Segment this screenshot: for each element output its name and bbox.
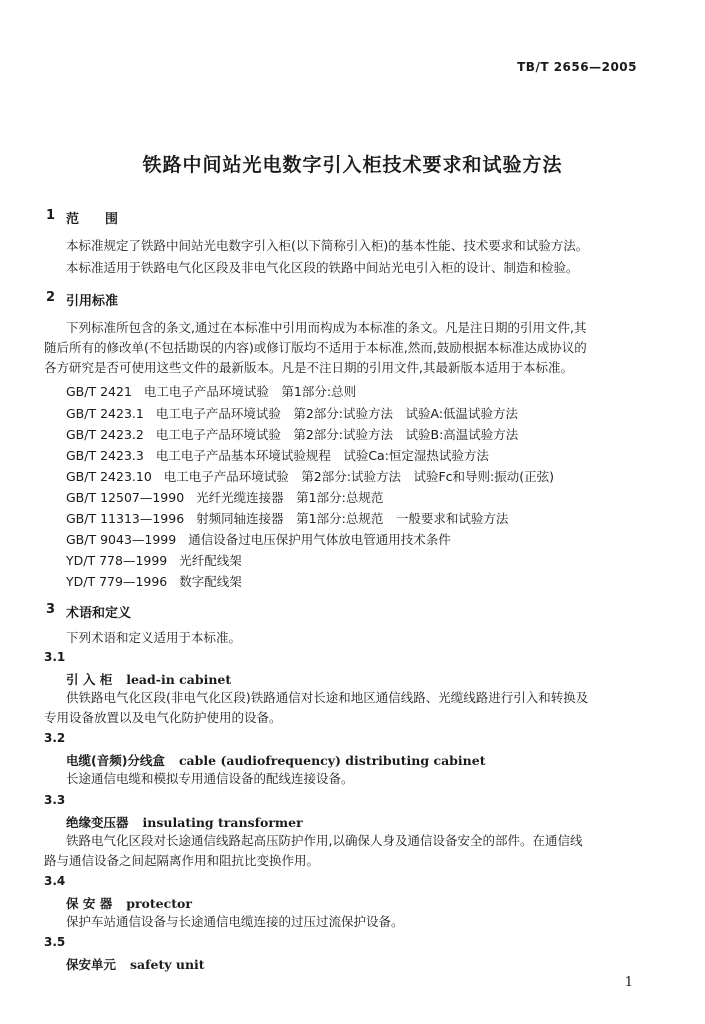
page-number: 1	[624, 975, 633, 990]
section-1-para-2: 本标准适用于铁路电气化区段及非电气化区段的铁路中间站光电引入柜的设计、制造和检验。	[66, 260, 579, 275]
reference-code: GB/T 2423.2	[66, 427, 144, 442]
term-cn: 保安单元	[66, 957, 117, 972]
term-en: protector	[126, 896, 192, 911]
reference-code: GB/T 2423.10	[66, 469, 152, 484]
reference-code: GB/T 2423.3	[66, 448, 144, 463]
term-definition-line-2: 路与通信设备之间起隔离作用和阻抗比变换作用。	[44, 853, 320, 868]
reference-name: 射频同轴连接器 第1部分:总规范 一般要求和试验方法	[196, 511, 509, 526]
section-2-para-line-2: 随后所有的修改单(不包括勘误的内容)或修订版均不适用于本标准,然而,鼓励根据本标准达成协议的	[44, 340, 587, 355]
term-definition-line-2: 专用设备放置以及电气化防护使用的设备。	[44, 710, 282, 725]
reference-item	[66, 509, 508, 527]
section-1-para-1: 本标准规定了铁路中间站光电数字引入柜(以下简称引入柜)的基本性能、技术要求和试验方法。	[66, 238, 589, 253]
term-cn: 引 入 柜	[66, 672, 113, 687]
reference-code: GB/T 2421	[66, 384, 132, 399]
section-2-para-line-3: 各方研究是否可使用这些文件的最新版本。凡是不注日期的引用文件,其最新版本适用于本标准。	[44, 360, 573, 375]
term-definition-line-1: 供铁路电气化区段(非电气化区段)铁路通信对长途和地区通信线路、光缆线路进行引入和转换及	[66, 690, 589, 705]
section-1-heading: 范 围	[66, 212, 119, 227]
reference-name: 电工电子产品环境试验 第2部分:试验方法 试验B:高温试验方法	[155, 427, 519, 442]
reference-code: YD/T 778—1999	[66, 553, 168, 568]
reference-name: 电工电子产品环境试验 第1部分:总则	[143, 384, 357, 399]
section-3-intro: 下列术语和定义适用于本标准。	[66, 630, 242, 645]
reference-code: YD/T 779—1996	[66, 574, 168, 589]
reference-code: GB/T 11313—1996	[66, 511, 185, 526]
reference-item	[66, 572, 242, 590]
term-number: 3.2	[44, 731, 66, 745]
standard-code: TB/T 2656—2005	[517, 60, 637, 74]
reference-item	[66, 446, 489, 464]
reference-name: 数字配线架	[179, 574, 242, 589]
reference-item	[66, 551, 242, 569]
term-title	[66, 955, 205, 973]
section-3-heading: 术语和定义	[66, 606, 132, 621]
reference-name: 电工电子产品环境试验 第2部分:试验方法 试验Fc和导则:振动(正弦)	[163, 469, 554, 484]
reference-item	[66, 425, 518, 443]
reference-code: GB/T 12507—1990	[66, 490, 185, 505]
reference-item	[66, 530, 451, 548]
reference-name: 通信设备过电压保护用气体放电管通用技术条件	[188, 532, 451, 547]
term-definition-line-1: 保护车站通信设备与长途通信电缆连接的过压过流保护设备。	[66, 914, 404, 929]
term-cn: 保 安 器	[66, 896, 113, 911]
term-en: cable (audiofrequency) distributing cabinet	[178, 753, 486, 768]
term-en: safety unit	[130, 957, 205, 972]
term-definition-line-1: 铁路电气化区段对长途通信线路起高压防护作用,以确保人身及通信设备安全的部件。在通信线	[66, 833, 583, 848]
reference-code: GB/T 9043—1999	[66, 532, 177, 547]
section-2-para-line-1: 下列标准所包含的条文,通过在本标准中引用而构成为本标准的条文。凡是注日期的引用文件,其	[66, 320, 587, 335]
section-3-number: 3	[46, 602, 56, 617]
section-2-number: 2	[46, 290, 56, 305]
reference-item	[66, 467, 554, 485]
term-definition-line-1: 长途通信电缆和模拟专用通信设备的配线连接设备。	[66, 771, 354, 786]
term-number: 3.4	[44, 874, 66, 888]
term-cn: 绝缘变压器	[66, 815, 129, 830]
term-title	[66, 894, 192, 912]
term-title	[66, 670, 231, 688]
section-1-number: 1	[46, 208, 56, 223]
reference-code: GB/T 2423.1	[66, 406, 144, 421]
term-number: 3.1	[44, 650, 66, 664]
reference-name: 光纤光缆连接器 第1部分:总规范	[196, 490, 384, 505]
reference-item	[66, 404, 518, 422]
term-cn: 电缆(音频)分线盒	[66, 753, 165, 768]
section-2-heading: 引用标准	[66, 294, 119, 309]
term-en: lead-in cabinet	[126, 672, 232, 687]
reference-name: 光纤配线架	[179, 553, 242, 568]
reference-item	[66, 382, 356, 400]
term-number: 3.5	[44, 935, 66, 949]
term-en: insulating transformer	[142, 815, 303, 830]
reference-name: 电工电子产品基本环境试验规程 试验Ca:恒定湿热试验方法	[155, 448, 489, 463]
document-title: 铁路中间站光电数字引入柜技术要求和试验方法	[142, 154, 563, 176]
reference-name: 电工电子产品环境试验 第2部分:试验方法 试验A:低温试验方法	[155, 406, 519, 421]
reference-item	[66, 488, 383, 506]
term-title	[66, 813, 303, 831]
term-number: 3.3	[44, 793, 66, 807]
term-title	[66, 751, 485, 769]
